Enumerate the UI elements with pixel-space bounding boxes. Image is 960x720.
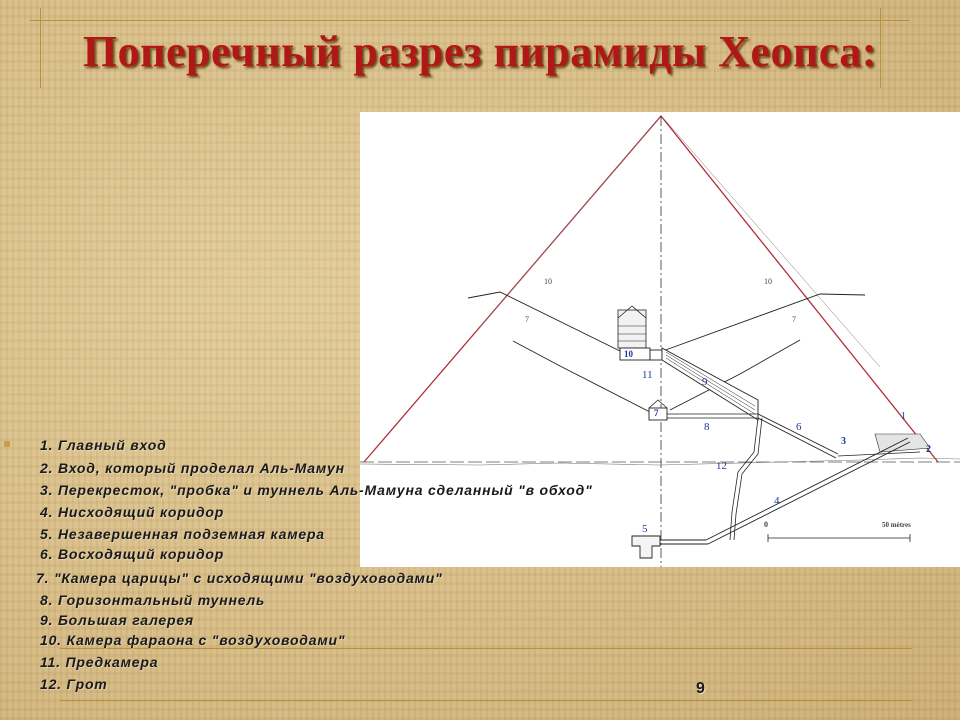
decor-line-bottom: [60, 648, 912, 649]
diagram-label-7: 7: [654, 408, 659, 418]
antechamber: [650, 350, 662, 360]
subterranean-chamber: [632, 536, 660, 558]
core-line-right: [665, 120, 880, 367]
diagram-label-3: 3: [841, 436, 846, 447]
casing-blocks: [875, 434, 930, 452]
page-title: Поперечный разрез пирамиды Хеопса:: [82, 27, 878, 76]
diagram-label-8: 8: [704, 421, 710, 433]
legend-item-3: 3. Перекресток, "пробка" и туннель Аль-Мамуна сделанный "в обход": [40, 482, 593, 498]
diagram-label-5: 5: [642, 523, 648, 535]
well-shaft: [730, 418, 758, 540]
shaft-10-right: [660, 294, 865, 352]
gallery-hatch-1: [666, 352, 755, 406]
grand-gallery: [662, 348, 758, 420]
diagram-label-10: 10: [624, 349, 633, 359]
legend-item-10: 10. Камера фараона с "воздуховодами": [40, 632, 346, 648]
diagram-label-9: 9: [702, 376, 708, 388]
diagram-label-12: 12: [716, 460, 727, 472]
legend-item-1: 1. Главный вход: [40, 437, 167, 453]
relieving-chambers: [618, 310, 646, 348]
shaft-10-left: [468, 292, 622, 352]
descending-corridor-a: [706, 438, 908, 540]
label-shaft10-left: 10: [544, 277, 552, 286]
legend-item-12: 12. Грот: [40, 676, 108, 692]
well-shaft-2: [734, 418, 762, 540]
diagram-label-6: 6: [796, 421, 802, 433]
ground-surface: [360, 458, 960, 465]
core-line-left: [480, 120, 657, 327]
legend-item-9: 9. Большая галерея: [40, 612, 194, 628]
descending-corridor-b: [708, 442, 910, 544]
scale-label-end: 50 mètres: [882, 521, 911, 529]
label-shaft10-right: 10: [764, 277, 772, 286]
page-number: 9: [696, 680, 705, 697]
decor-line-top: [30, 20, 910, 21]
legend-item-11: 11. Предкамера: [40, 654, 159, 670]
diagram-label-11: 11: [642, 369, 653, 381]
label-shaft7-right: 7: [792, 315, 796, 324]
pyramid-svg: [360, 112, 960, 567]
legend-item-7: 7. "Камера царицы" с исходящими "воздуховодами": [36, 570, 443, 586]
legend-item-6: 6. Восходящий коридор: [40, 546, 225, 562]
legend-item-2: 2. Вход, который проделал Аль-Мамун: [40, 460, 345, 476]
diagram-label-4: 4: [774, 495, 780, 507]
diagram-label-1: 1: [901, 411, 906, 422]
legend-item-8: 8. Горизонтальный туннель: [40, 592, 266, 608]
scale-label-zero: 0: [764, 520, 768, 529]
ascending-corridor-a: [758, 414, 838, 454]
pyramid-cross-section-diagram: [360, 112, 960, 567]
queens-chamber-roof: [649, 400, 667, 408]
legend-item-5: 5. Незавершенная подземная камера: [40, 526, 325, 542]
decor-line-bottom-2: [60, 700, 912, 701]
legend-item-4: 4. Нисходящий коридор: [40, 504, 225, 520]
diagram-label-2: 2: [926, 444, 931, 455]
legend-bullet: [4, 441, 10, 447]
gallery-hatch-2: [666, 355, 755, 410]
label-shaft7-left: 7: [525, 315, 529, 324]
